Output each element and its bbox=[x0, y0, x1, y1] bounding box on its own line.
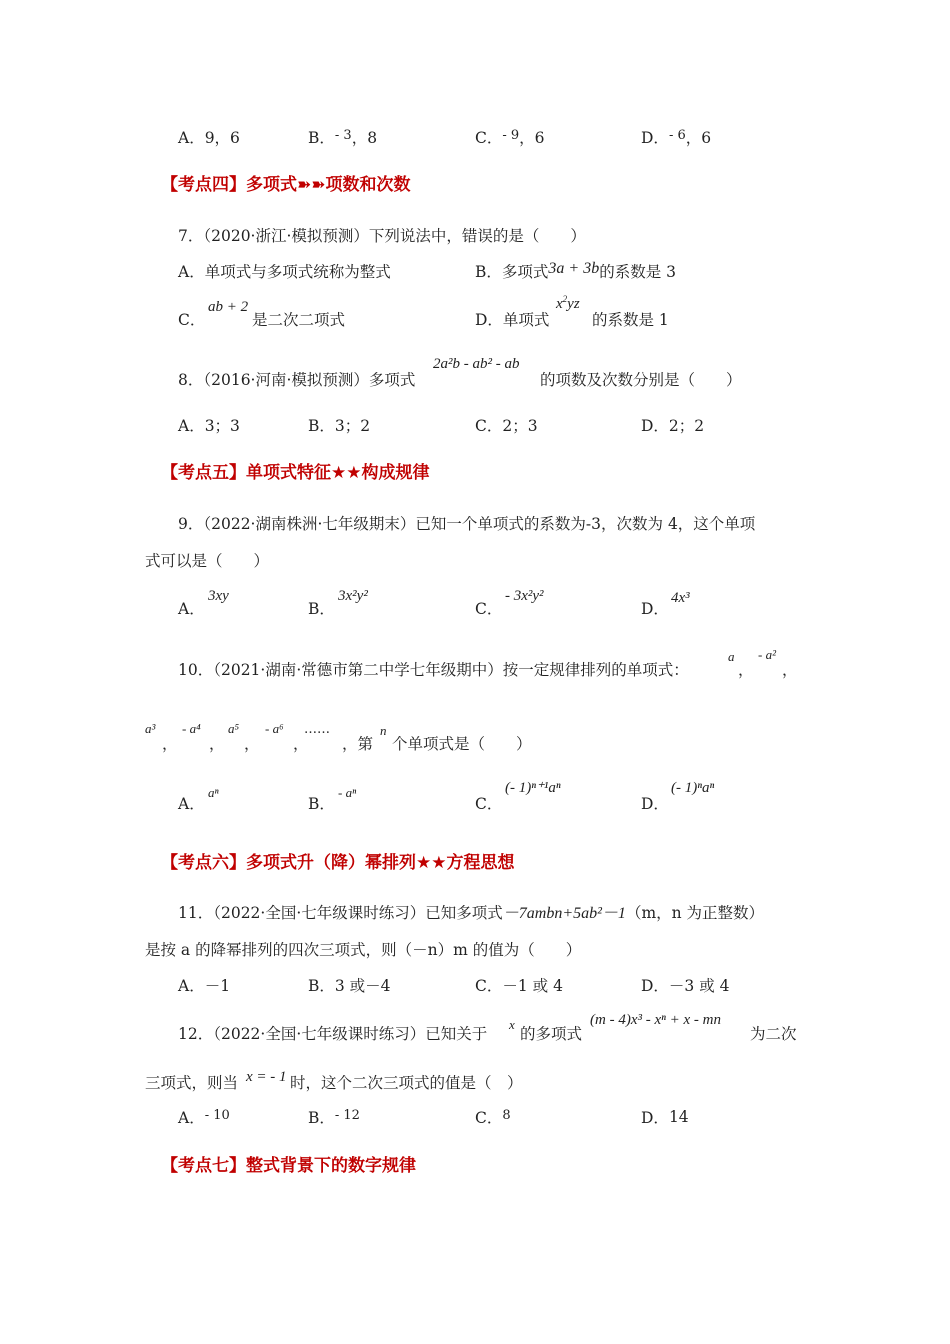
q10-tail-start: ，第 bbox=[342, 735, 374, 753]
q10-comma-3: ， bbox=[162, 735, 178, 753]
q12-option-a: A．$^{- 10}$ bbox=[178, 1108, 230, 1127]
q12-option-d: D．14 bbox=[641, 1108, 689, 1127]
q10-term-6: - a⁶ bbox=[265, 721, 284, 736]
q7-stem: 7．（2020·浙江·模拟预测）下列说法中，错误的是（ ） bbox=[178, 227, 586, 245]
q7-option-d-label: D．单项式 bbox=[475, 311, 550, 329]
q6-option-b: B．$^{- 3}$，8 bbox=[308, 128, 378, 147]
q8-stem-end: 的项数及次数分别是（ ） bbox=[540, 371, 742, 389]
q12-math: (m - 4)x³ - xⁿ + x - mn bbox=[590, 1012, 721, 1028]
q9-line-1: 9．（2022·湖南株洲·七年级期末）已知一个单项式的系数为-3，次数为 4，这个单项 bbox=[178, 515, 756, 533]
q10-option-c-math: (- 1)ⁿ⁺¹aⁿ bbox=[505, 780, 561, 796]
q8-stem-start: 8．（2016·河南·模拟预测）多项式 bbox=[178, 371, 416, 389]
section-heading-6: 【考点六】多项式升（降）幂排列★★方程思想 bbox=[161, 853, 515, 873]
q10-comma-6: ， bbox=[293, 735, 309, 753]
q11-line-2: 是按 a 的降幂排列的四次三项式，则（－n）m 的值为（ ） bbox=[145, 941, 582, 959]
q10-tail-end: 个单项式是（ ） bbox=[392, 735, 532, 753]
q10-term-4: - a⁴ bbox=[182, 721, 201, 736]
section-heading-7: 【考点七】整式背景下的数字规律 bbox=[161, 1156, 416, 1176]
q6-option-a: A．9，6 bbox=[178, 129, 240, 147]
q12-line-1-mid: 的多项式 bbox=[520, 1025, 583, 1043]
q9-option-d-math: 4x³ bbox=[671, 590, 690, 606]
q9-option-c-math: - 3x²y² bbox=[505, 588, 544, 604]
q9-option-a-math: 3xy bbox=[208, 588, 229, 604]
q11-line-1: 11．（2022·全国·七年级课时练习）已知多项式－7ambn+5ab²－1（m，n 为正整数） bbox=[178, 904, 765, 922]
q10-comma-4: ， bbox=[209, 735, 225, 753]
q12-x: x bbox=[509, 1017, 515, 1032]
q7-option-d-math: $x^2yz$ bbox=[556, 294, 580, 312]
q10-option-d-label: D． bbox=[641, 795, 669, 813]
q10-ellipsis: …… bbox=[304, 722, 330, 737]
section-heading-5: 【考点五】单项式特征★★构成规律 bbox=[161, 463, 430, 483]
q12-line-2-math: x = - 1 bbox=[246, 1069, 287, 1085]
q7-option-c-label: C． bbox=[178, 311, 206, 329]
q12-line-1-end: 为二次 bbox=[750, 1025, 797, 1043]
q10-option-a-math: aⁿ bbox=[208, 785, 219, 800]
q10-option-a-label: A． bbox=[178, 795, 205, 813]
q12-line-1-start: 12．（2022·全国·七年级课时练习）已知关于 bbox=[178, 1025, 488, 1043]
q12-option-b: B．$^{- 12}$ bbox=[308, 1108, 360, 1127]
section-heading-4: 【考点四】多项式➽➽项数和次数 bbox=[161, 175, 411, 195]
q7-option-b: B．多项式3a + 3b的系数是 3 bbox=[475, 260, 676, 281]
q10-comma-5: ， bbox=[244, 735, 260, 753]
q10-option-d-math: (- 1)ⁿaⁿ bbox=[671, 780, 715, 796]
q8-option-b: B．3；2 bbox=[308, 417, 371, 435]
q10-option-b-label: B． bbox=[308, 795, 335, 813]
q10-option-b-math: - aⁿ bbox=[338, 785, 357, 800]
q12-line-2-end: 时，这个二次三项式的值是（ ） bbox=[290, 1074, 523, 1092]
q11-option-b: B．3 或－4 bbox=[308, 977, 391, 995]
q7-option-c-text: 是二次二项式 bbox=[252, 311, 346, 329]
q11-option-d: D．－3 或 4 bbox=[641, 977, 730, 995]
q10-n: n bbox=[380, 723, 387, 738]
q6-option-c: C．$^{- 9}$，6 bbox=[475, 128, 545, 147]
q10-comma-1: ， bbox=[738, 661, 754, 679]
q9-option-c-label: C． bbox=[475, 600, 503, 618]
q10-option-c-label: C． bbox=[475, 795, 503, 813]
q10-comma-2: ， bbox=[782, 661, 798, 679]
q10-term-2: - a² bbox=[758, 647, 776, 662]
q7-option-c-math: ab + 2 bbox=[208, 299, 249, 315]
q11-option-a: A．－1 bbox=[178, 977, 231, 995]
q8-option-d: D．2；2 bbox=[641, 417, 705, 435]
q9-option-b-math: 3x²y² bbox=[338, 588, 368, 604]
q6-option-d: D．$^{- 6}$，6 bbox=[641, 128, 712, 147]
q9-line-2: 式可以是（ ） bbox=[145, 552, 270, 570]
q7-option-d-text: 的系数是 1 bbox=[592, 311, 669, 329]
q12-line-2-start: 三项式，则当 bbox=[145, 1074, 239, 1092]
q8-option-a: A．3；3 bbox=[178, 417, 240, 435]
q8-math: 2a²b - ab² - ab bbox=[433, 356, 520, 372]
q10-term-1: a bbox=[728, 649, 735, 664]
q9-option-d-label: D． bbox=[641, 600, 669, 618]
q10-line-1: 10．（2021·湖南·常德市第二中学七年级期中）按一定规律排列的单项式： bbox=[178, 661, 689, 679]
q12-option-c: C．$^8$ bbox=[475, 1108, 511, 1127]
q10-term-3: a³ bbox=[145, 721, 156, 736]
q8-option-c: C．2；3 bbox=[475, 417, 538, 435]
q7-option-a: A．单项式与多项式统称为整式 bbox=[178, 263, 391, 281]
q9-option-b-label: B． bbox=[308, 600, 335, 618]
q11-option-c: C．－1 或 4 bbox=[475, 977, 563, 995]
q9-option-a-label: A． bbox=[178, 600, 205, 618]
q10-term-5: a⁵ bbox=[228, 721, 240, 736]
